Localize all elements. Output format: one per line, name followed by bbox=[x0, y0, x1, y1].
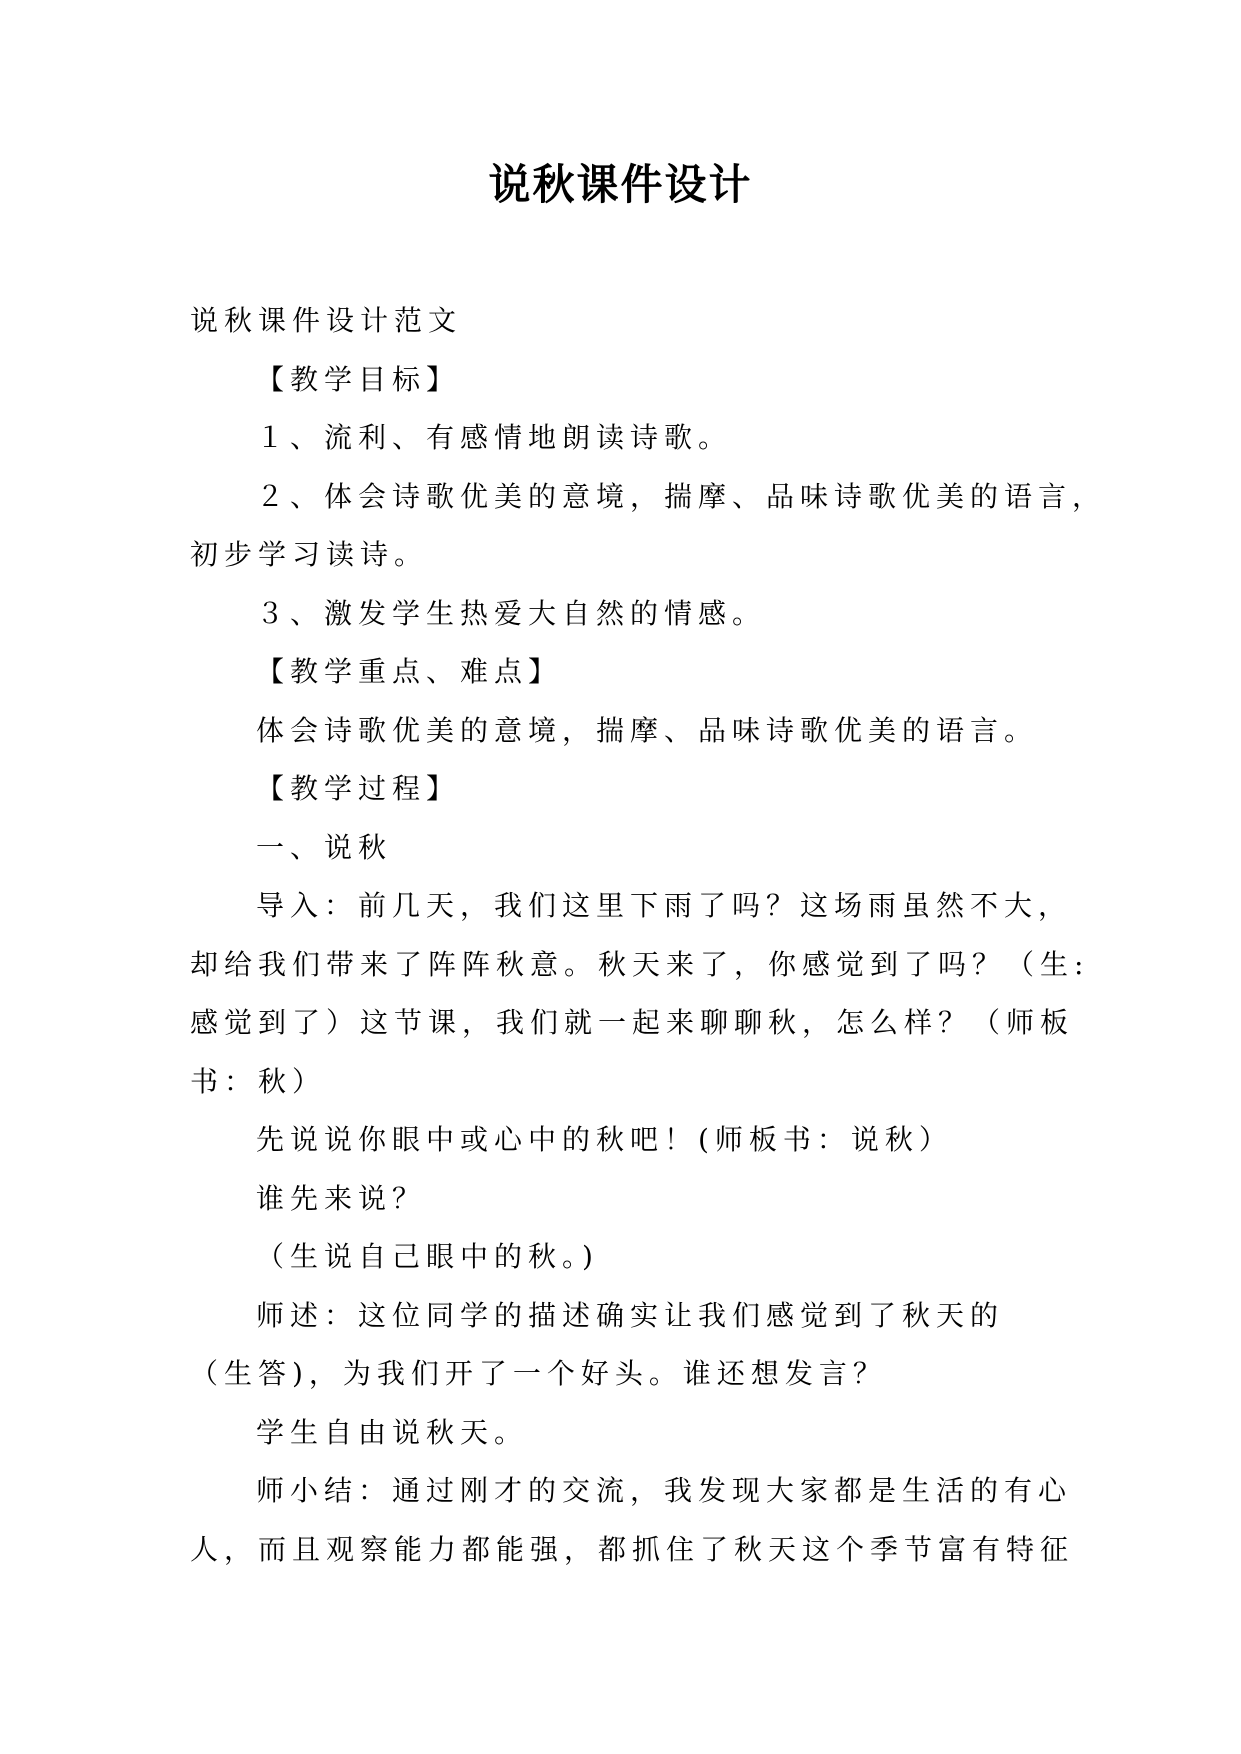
paragraph-line: 一、说秋 bbox=[256, 830, 393, 864]
paragraph-line: 谁先来说？ bbox=[256, 1181, 427, 1215]
paragraph-line: 说秋课件设计范文 bbox=[190, 304, 463, 337]
paragraph-line: 先说说你眼中或心中的秋吧！(师板书：说秋） bbox=[256, 1123, 953, 1156]
paragraph-line: 【教学目标】 bbox=[256, 362, 461, 396]
paragraph-line: 体会诗歌优美的意境，揣摩、品味诗歌优美的语言。 bbox=[256, 713, 1039, 747]
paragraph-line: （生说自己眼中的秋。) bbox=[256, 1240, 599, 1273]
paragraph-line: 【教学重点、难点】 bbox=[256, 655, 563, 688]
paragraph-line: 初步学习读诗。 bbox=[190, 538, 429, 571]
paragraph-line: ２、体会诗歌优美的意境，揣摩、品味诗歌优美的语言， bbox=[256, 479, 1107, 513]
paragraph-line: 感觉到了）这节课，我们就一起来聊聊秋，怎么样？（师板 bbox=[190, 1006, 1075, 1039]
paragraph-line: 学生自由说秋天。 bbox=[256, 1415, 529, 1449]
paragraph-line: １、流利、有感情地朗读诗歌。 bbox=[256, 421, 733, 454]
paragraph-line: 书：秋） bbox=[190, 1064, 327, 1098]
paragraph-line: 师小结：通过刚才的交流，我发现大家都是生活的有心 bbox=[256, 1474, 1073, 1507]
paragraph-line: 人，而且观察能力都能强，都抓住了秋天这个季节富有特征 bbox=[190, 1532, 1075, 1566]
paragraph-line: 师述：这位同学的描述确实让我们感觉到了秋天的 bbox=[256, 1298, 1005, 1332]
paragraph-line: 却给我们带来了阵阵秋意。秋天来了，你感觉到了吗？（生: bbox=[190, 947, 1090, 981]
document-body bbox=[190, 292, 1107, 1579]
paragraph-line: 导入：前几天，我们这里下雨了吗？这场雨虽然不大， bbox=[256, 889, 1073, 922]
paragraph-line: 【教学过程】 bbox=[256, 772, 461, 805]
paragraph-line: （生答)，为我们开了一个好头。谁还想发言？ bbox=[190, 1357, 887, 1390]
paragraph-line: ３、激发学生热爱大自然的情感。 bbox=[256, 596, 767, 630]
document-title: 说秋课件设计 bbox=[488, 160, 753, 209]
